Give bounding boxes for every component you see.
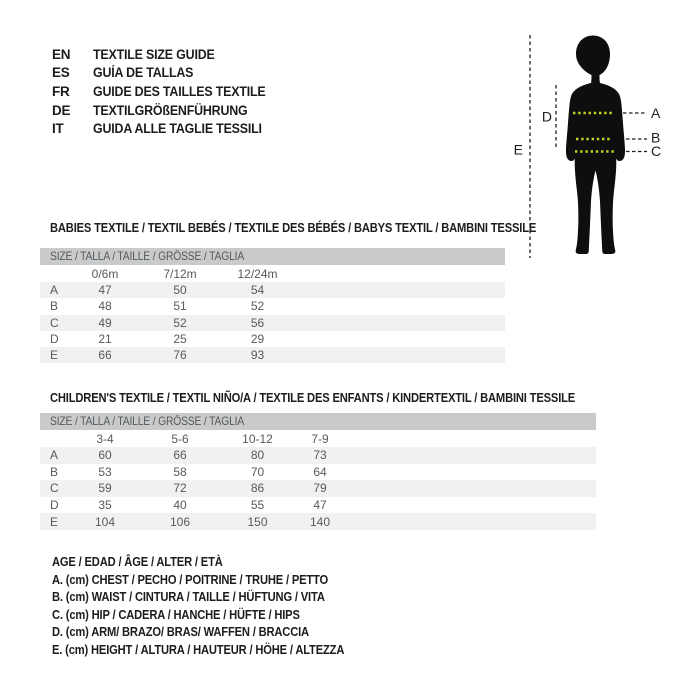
- children-section-title-text: CHILDREN'S TEXTILE / TEXTIL NIÑO/A / TEXTILE DES ENFANTS / KINDERTEXTIL / BAMBINI TESSILE: [50, 390, 576, 405]
- cell: 40: [173, 498, 187, 513]
- row-label: A: [50, 283, 59, 298]
- children-table-header-text: SIZE / TALLA / TAILLE / GRÖSSE / TAGLIA: [50, 414, 245, 428]
- cell: 104: [94, 514, 116, 529]
- language-row-es: [52, 64, 281, 83]
- cell: 150: [247, 514, 268, 529]
- size-col-header: 12/24m: [237, 266, 278, 281]
- children-table-header: [40, 413, 596, 430]
- figure-label-a: A: [651, 105, 661, 121]
- row-label: E: [50, 348, 59, 363]
- cell: 52: [250, 299, 265, 314]
- table-row: [40, 464, 596, 481]
- language-row-fr: [52, 82, 281, 101]
- language-label: TEXTILE SIZE GUIDE: [93, 46, 215, 62]
- cell: 73: [313, 448, 327, 463]
- size-col-header: 3-4: [96, 431, 114, 446]
- cell: 59: [98, 481, 112, 496]
- language-label: GUÍA DE TALLAS: [93, 65, 194, 81]
- legend-item-height: [52, 641, 392, 659]
- figure-label-d: D: [541, 108, 552, 125]
- children-table: [40, 413, 596, 530]
- table-row: [40, 347, 505, 363]
- cell: 53: [98, 464, 112, 479]
- language-label: TEXTILGRÖßENFÜHRUNG: [93, 102, 248, 118]
- cell: 21: [98, 332, 112, 347]
- cell: 93: [250, 348, 265, 363]
- legend-age-text: AGE / EDAD / ÂGE / ALTER / ETÀ: [52, 554, 223, 569]
- cell: 50: [173, 283, 187, 298]
- language-label: GUIDA ALLE TAGLIE TESSILI: [93, 121, 262, 137]
- language-row-de: [52, 101, 281, 120]
- measurement-legend: [52, 553, 392, 658]
- table-row: [40, 282, 505, 298]
- children-section-title: [40, 391, 596, 404]
- cell: 48: [98, 299, 112, 314]
- cell: 106: [169, 514, 191, 529]
- table-row: [40, 331, 505, 347]
- language-code: IT: [52, 121, 64, 137]
- cell: 47: [313, 498, 327, 513]
- row-label: D: [50, 498, 59, 513]
- cell: 79: [313, 481, 327, 496]
- language-code: FR: [52, 83, 70, 99]
- figure-label-c: C: [651, 143, 662, 159]
- cell: 58: [173, 464, 187, 479]
- legend-item-chest: [52, 571, 392, 589]
- language-label: GUIDE DES TAILLES TEXTILE: [93, 83, 266, 99]
- size-col-header: 10-12: [242, 431, 273, 446]
- babies-section-title: [40, 220, 537, 235]
- language-code: ES: [52, 65, 70, 81]
- row-label: A: [50, 448, 59, 463]
- cell: 56: [250, 315, 265, 330]
- size-col-header: 7-9: [311, 431, 329, 446]
- babies-section-title-text: BABIES TEXTILE / TEXTIL BEBÉS / TEXTILE DES BÉBÉS / BABYS TEXTIL / BAMBINI TESSILE: [50, 220, 537, 235]
- cell: 70: [250, 464, 265, 479]
- cell: 72: [173, 481, 187, 496]
- table-row: [40, 497, 596, 514]
- cell: 54: [250, 283, 265, 298]
- figure-label-e: E: [513, 141, 523, 158]
- table-row: [40, 298, 505, 314]
- language-code: EN: [52, 46, 71, 62]
- row-label: B: [50, 464, 59, 479]
- babies-size-row: [40, 265, 505, 282]
- size-col-header: 7/12m: [163, 266, 197, 281]
- row-label: C: [50, 481, 59, 496]
- language-row-it: [52, 119, 281, 138]
- cell: 51: [173, 299, 187, 314]
- legend-item-waist: [52, 588, 392, 606]
- figure-label-b: B: [651, 129, 661, 146]
- cell: 49: [98, 315, 112, 330]
- cell: 86: [250, 481, 265, 496]
- table-row: [40, 480, 596, 497]
- legend-item-arm: [52, 623, 392, 641]
- row-label: D: [50, 332, 59, 347]
- cell: 80: [250, 448, 265, 463]
- legend-item-text: D. (cm) ARM/ BRAZO/ BRAS/ WAFFEN / BRACCIA: [52, 624, 309, 639]
- legend-age-line: [52, 553, 392, 571]
- size-col-header: 5-6: [171, 431, 189, 446]
- legend-item-text: A. (cm) CHEST / PECHO / POITRINE / TRUHE / PETTO: [52, 571, 329, 587]
- legend-item-hip: [52, 606, 392, 624]
- language-code: DE: [52, 102, 71, 118]
- cell: 66: [98, 348, 112, 363]
- cell: 52: [173, 315, 187, 330]
- table-row: [40, 513, 596, 530]
- language-list: [52, 45, 281, 138]
- cell: 60: [98, 448, 112, 463]
- cell: 25: [173, 332, 187, 347]
- babies-table-header: [40, 248, 505, 265]
- cell: 47: [98, 283, 112, 298]
- row-label: E: [50, 514, 59, 529]
- language-row-en: [52, 45, 281, 64]
- table-row: [40, 447, 596, 464]
- cell: 76: [173, 348, 187, 363]
- row-label: B: [50, 299, 59, 314]
- children-size-row: [40, 430, 596, 447]
- cell: 29: [250, 332, 265, 347]
- legend-item-text: C. (cm) HIP / CADERA / HANCHE / HÜFTE / HIPS: [52, 606, 300, 622]
- table-row: [40, 315, 505, 331]
- babies-table: [40, 248, 505, 363]
- cell: 35: [98, 498, 112, 513]
- legend-item-text: E. (cm) HEIGHT / ALTURA / HAUTEUR / HÖHE / ALTEZZA: [52, 641, 345, 657]
- cell: 55: [250, 498, 265, 513]
- cell: 64: [313, 464, 327, 479]
- babies-table-header-text: SIZE / TALLA / TAILLE / GRÖSSE / TAGLIA: [50, 249, 245, 263]
- row-label: C: [50, 315, 59, 330]
- legend-item-text: B. (cm) WAIST / CINTURA / TAILLE / HÜFTUNG / VITA: [52, 589, 325, 604]
- babies-textile-section: [40, 220, 537, 363]
- size-col-header: 0/6m: [91, 266, 119, 281]
- children-textile-section: [40, 391, 596, 530]
- cell: 140: [309, 514, 331, 529]
- cell: 66: [173, 448, 187, 463]
- child-silhouette: [566, 36, 625, 255]
